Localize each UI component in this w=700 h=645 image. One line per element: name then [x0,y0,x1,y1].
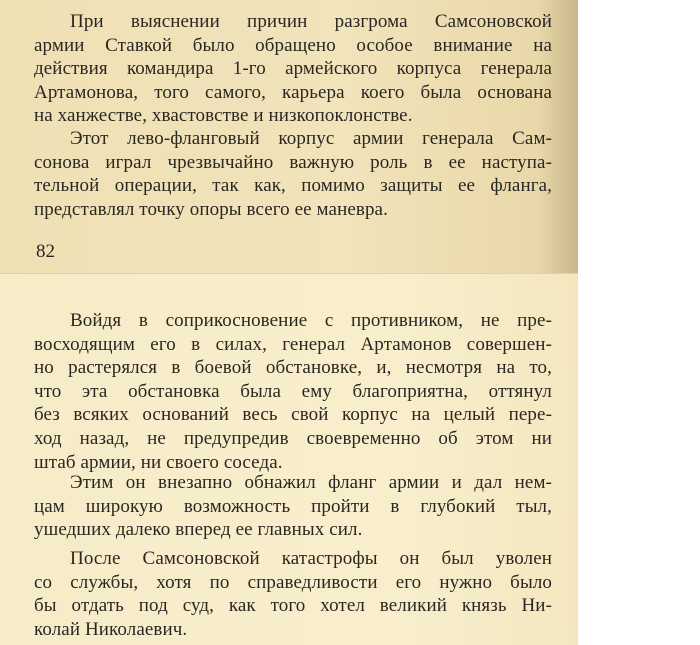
text-line: При выяснении причин разгрома Самсоновской [70,11,552,32]
text-line: на ханжестве, хвастовстве и низкопоклонстве. [34,105,413,127]
text-line: восходящим его в силах, генерал Артамонов совершен- [34,333,552,355]
text-line: представлял точку опоры всего ее маневра. [34,198,388,220]
text-line: ушедших далеко вперед ее главных сил. [34,519,363,541]
top-paragraph-2 [34,127,552,221]
bottom-paragraph-2 [34,471,552,542]
text-line: сонова играл чрезвычайно важную роль в ее наступа- [34,151,552,173]
text-line: действия командира 1-го армейского корпуса генерала [34,58,552,80]
text-line: со службы, хотя по справедливости его нужно было [34,571,552,593]
text-line: цам широкую возможность пройти в глубокий тыл, [34,495,552,517]
text-line: Артамонова, того самого, карьера коего была основана [34,81,552,103]
bottom-page-scan [0,274,578,645]
text-line: Войдя в соприкосновение с противником, не пре- [70,310,552,331]
text-line: штаб армии, ни своего соседа. [34,451,283,473]
top-page-scan [0,0,578,274]
text-line: После Самсоновской катастрофы он был уволен [70,548,552,569]
text-line: армии Ставкой было обращено особое внимание на [34,34,552,56]
text-line: без всяких оснований весь свой корпус на целый пере- [34,404,552,426]
text-line: тельной операции, так как, помимо защиты ее фланга, [34,175,552,197]
text-line: Этим он внезапно обнажил фланг армии и дал нем- [70,472,552,493]
page-number: 82 [36,241,55,262]
text-line: бы отдать под суд, как того хотел великий князь Ни- [34,595,552,617]
text-line: ход назад, не предупредив своевременно об этом ни [34,427,552,449]
bottom-paragraph-3 [34,547,552,641]
text-line: но растерялся в боевой обстановке, и, несмотря на то, [34,357,552,379]
text-line: Этот лево-фланговый корпус армии генерала Сам- [70,128,552,149]
text-line: колай Николаевич. [34,618,188,640]
bottom-paragraph-1 [34,309,552,474]
top-paragraph-1 [34,10,552,128]
text-line: что эта обстановка была ему благоприятна, оттянул [34,380,552,402]
